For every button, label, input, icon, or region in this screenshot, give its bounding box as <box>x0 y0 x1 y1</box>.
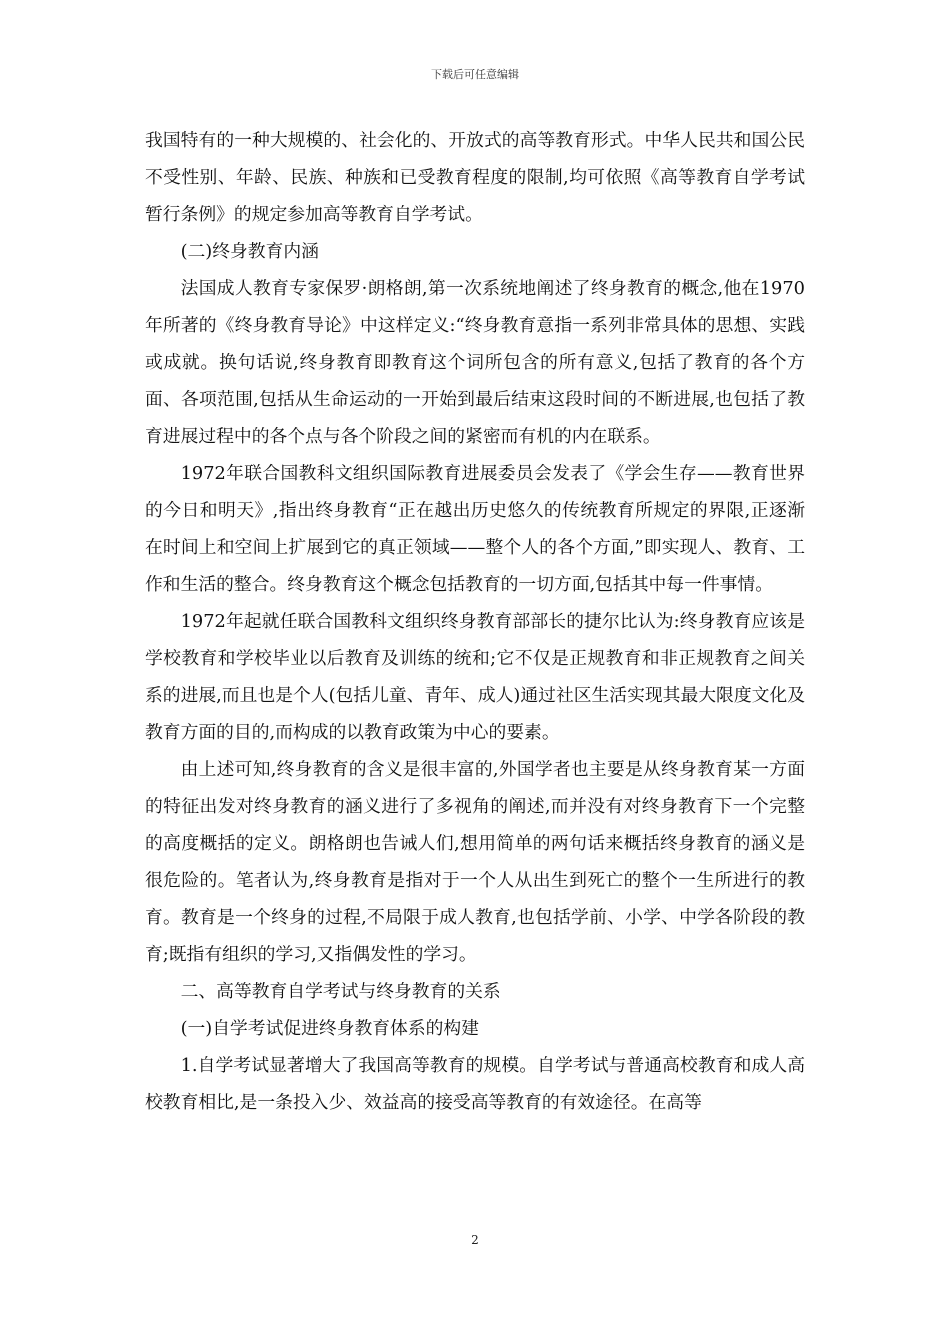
paragraph-lengrand: 法国成人教育专家保罗·朗格朗,第一次系统地阐述了终身教育的概念,他在1970年所著的《终身教育导论》中这样定义:“终身教育意指一系列非常具体的思想、实践或成就。换句话说,终身教育即教育这个词所包含的所有意义,包括了教育的各个方面、各项范围,包括从生命运动的一开始到最后结束这段时间的不断进展,也包括了教育进展过程中的各个点与各个阶段之间的紧密而有机的内在联系。 <box>145 278 805 447</box>
paragraph-unesco-1972: 1972年联合国教科文组织国际教育进展委员会发表了《学会生存——教育世界的今日和明天》,指出终身教育“正在越出历史悠久的传统教育所规定的界限,正逐渐在时间上和空间上扩展到它的真正领域——整个人的各个方面,”即实现人、教育、工作和生活的整合。终身教育这个概念包括教育的一切方面,包括其中每一件事情。 <box>145 463 805 595</box>
paragraph-scale: 1.自学考试显著增大了我国高等教育的规模。自学考试与普通高校教育和成人高校教育相比,是一条投入少、效益高的接受高等教育的有效途径。在高等 <box>145 1055 805 1113</box>
page-number: 2 <box>471 1233 479 1247</box>
paragraph-summary: 由上述可知,终身教育的含义是很丰富的,外国学者也主要是从终身教育某一方面的特征出发对终身教育的涵义进行了多视角的阐述,而并没有对终身教育下一个完整的高度概括的定义。朗格朗也告诫人们,想用简单的两句话来概括终身教育的涵义是很危险的。笔者认为,终身教育是指对于一个人从出生到死亡的整个一生所进行的教育。教育是一个终身的过程,不局限于成人教育,也包括学前、小学、中学各阶段的教育;既指有组织的学习,又指偶发性的学习。 <box>145 759 805 965</box>
paragraph-continuation: 我国特有的一种大规模的、社会化的、开放式的高等教育形式。中华人民共和国公民不受性别、年龄、民族、种族和已受教育程度的限制,均可依照《高等教育自学考试暂行条例》的规定参加高等教育自学考试。 <box>145 130 805 225</box>
section-heading-relationship: 二、高等教育自学考试与终身教育的关系 <box>180 981 501 1002</box>
paragraph-gelpi: 1972年起就任联合国教科文组织终身教育部部长的捷尔比认为:终身教育应该是学校教育和学校毕业以后教育及训练的统和;它不仅是正规教育和非正规教育之间关系的进展,而且也是个人(包括儿童、青年、成人)通过社区生活实现其最大限度文化及教育方面的目的,而构成的以教育政策为中心的要素。 <box>145 611 805 743</box>
subsection-heading-system: (一)自学考试促进终身教育体系的构建 <box>180 1018 479 1039</box>
document-body <box>145 122 805 1121</box>
page-header: 下载后可任意编辑 <box>431 68 519 81</box>
section-heading-lifelong-education: (二)终身教育内涵 <box>180 241 319 262</box>
